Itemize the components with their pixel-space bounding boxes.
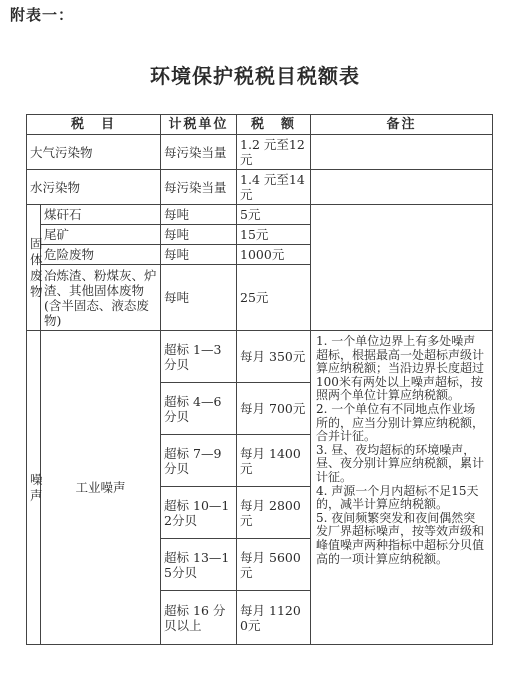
item-coal-gangue: 煤矸石	[41, 205, 161, 225]
amount-noise-2: 每月 700元	[237, 383, 311, 435]
remarks-noise	[311, 331, 493, 645]
item-hazardous: 危险废物	[41, 245, 161, 265]
header-remarks: 备注	[311, 115, 493, 135]
item-air: 大气污染物	[27, 135, 161, 170]
unit-tailings: 每吨	[161, 225, 237, 245]
amount-other-solid: 25元	[237, 265, 311, 331]
tax-rate-table	[26, 114, 493, 645]
amount-noise-6: 每月 11200元	[237, 591, 311, 645]
unit-noise-6: 超标 16 分贝以上	[161, 591, 237, 645]
item-other-solid: 冶炼渣、粉煤灰、炉渣、其他固体废物(含半固态、液态废物)	[41, 265, 161, 331]
unit-water: 每污染当量	[161, 170, 237, 205]
amount-tailings: 15元	[237, 225, 311, 245]
amount-noise-5: 每月 5600元	[237, 539, 311, 591]
remarks-air	[311, 135, 493, 170]
amount-air: 1.2 元至12元	[237, 135, 311, 170]
remark-item: 4. 声源一个月内超标不足15天的，减半计算应纳税额。	[316, 483, 479, 512]
item-water: 水污染物	[27, 170, 161, 205]
unit-other-solid: 每吨	[161, 265, 237, 331]
unit-hazardous: 每吨	[161, 245, 237, 265]
amount-coal-gangue: 5元	[237, 205, 311, 225]
table-row-water	[27, 170, 493, 205]
item-industrial-noise: 工业噪声	[41, 331, 161, 645]
unit-coal-gangue: 每吨	[161, 205, 237, 225]
remark-item: 2. 一个单位有不同地点作业场所的，应当分别计算应纳税额，合并计征。	[316, 401, 485, 444]
table-row-coal-gangue	[27, 205, 493, 225]
unit-air: 每污染当量	[161, 135, 237, 170]
header-amount: 税 额	[237, 115, 311, 135]
amount-noise-1: 每月 350元	[237, 331, 311, 383]
unit-noise-1: 超标 1—3分贝	[161, 331, 237, 383]
document-title: 环境保护税税目税额表	[150, 64, 360, 88]
unit-noise-3: 超标 7—9分贝	[161, 435, 237, 487]
appendix-label: 附表一：	[10, 6, 75, 24]
header-item: 税 目	[27, 115, 161, 135]
unit-noise-5: 超标 13—15分贝	[161, 539, 237, 591]
group-noise: 噪声	[27, 331, 41, 645]
unit-noise-2: 超标 4—6分贝	[161, 383, 237, 435]
item-tailings: 尾矿	[41, 225, 161, 245]
remarks-water	[311, 170, 493, 205]
amount-noise-3: 每月 1400元	[237, 435, 311, 487]
remark-item: 5. 夜间频繁突发和夜间偶然突发厂界超标噪声，按等效声级和峰值噪声两种指标中超标分贝值高的一项计算应纳税额。	[316, 510, 485, 566]
amount-noise-4: 每月 2800元	[237, 487, 311, 539]
table-row-noise-1	[27, 331, 493, 383]
header-unit: 计税单位	[161, 115, 237, 135]
table-row-air	[27, 135, 493, 170]
remark-item: 3. 昼、夜均超标的环境噪声，昼、夜分别计算应纳税额，累计计征。	[316, 442, 485, 484]
amount-hazardous: 1000元	[237, 245, 311, 265]
amount-water: 1.4 元至14元	[237, 170, 311, 205]
group-solid-waste: 固体废物	[27, 205, 41, 331]
remarks-solid-waste	[311, 205, 493, 331]
remark-item: 1. 一个单位边界上有多处噪声超标，根据最高一处超标声级计算应纳税额；当沿边界长度超过100米有两处以上噪声超标，按照两个单位计算应纳税额。	[316, 334, 485, 403]
unit-noise-4: 超标 10—12分贝	[161, 487, 237, 539]
table-header-row	[27, 115, 493, 135]
